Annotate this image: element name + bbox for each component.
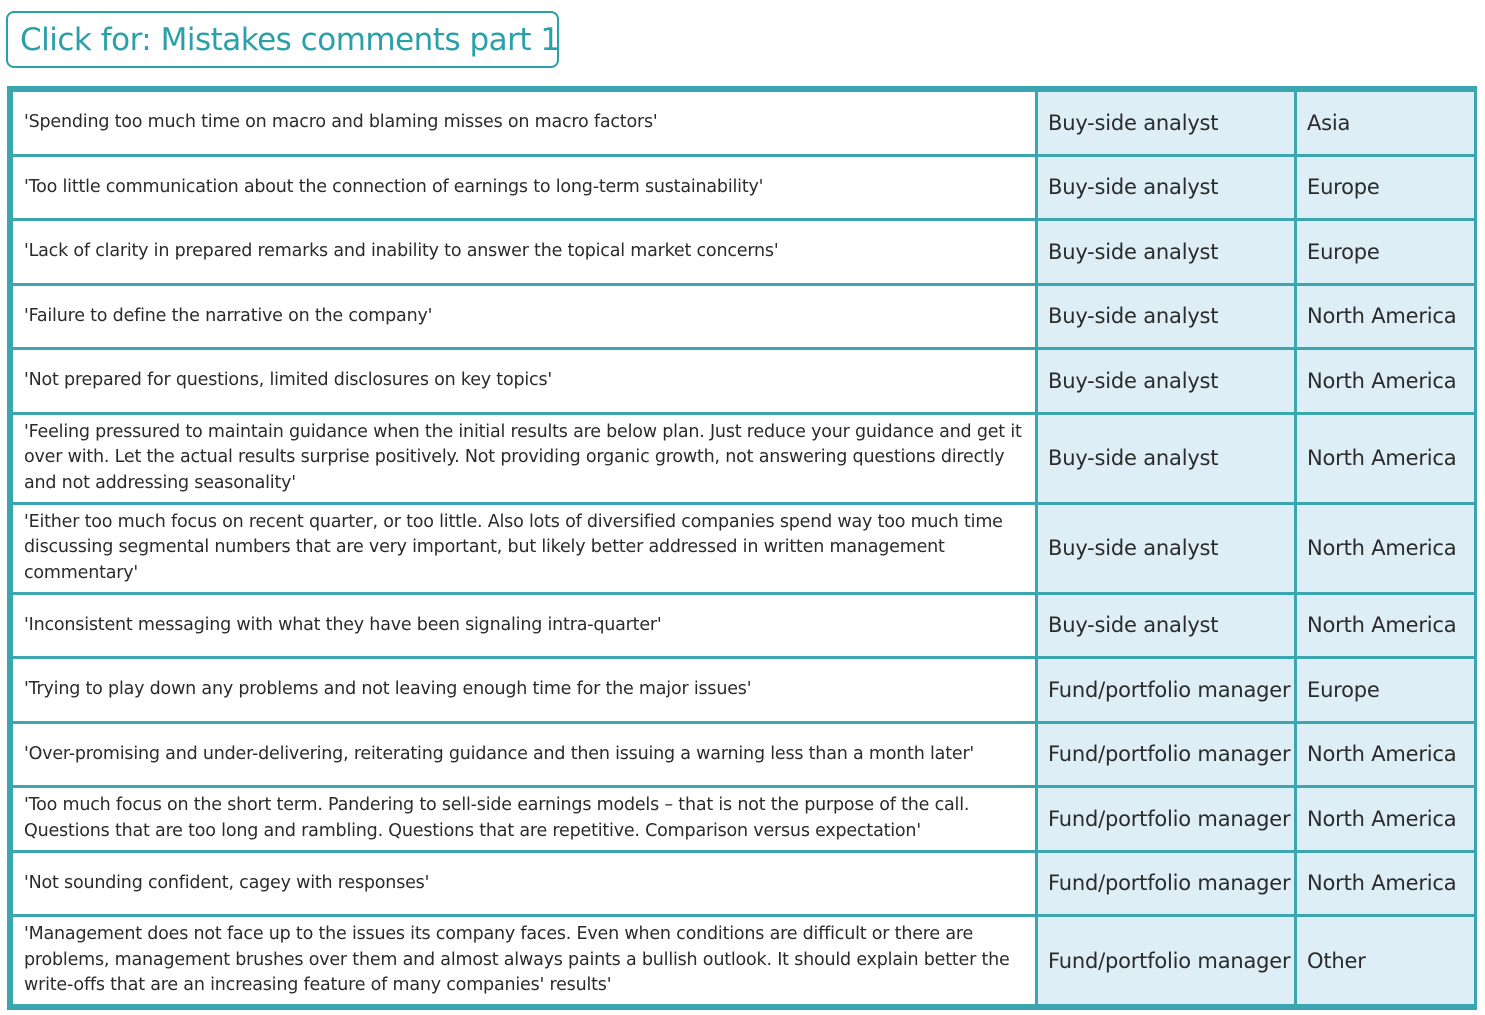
table-row [12,851,1476,916]
role-cell: Buy-side analyst [1037,91,1296,156]
role-cell: Buy-side analyst [1037,220,1296,285]
table-row [12,413,1476,503]
table-row [12,155,1476,220]
table-row [12,722,1476,787]
table-row [12,593,1476,658]
table-row [12,91,1476,156]
role-cell: Fund/portfolio manager [1037,787,1296,852]
table-row [12,503,1476,593]
comments-table-container [7,86,1477,1010]
title-button-label: Click for: Mistakes comments part 1 [20,22,560,58]
role-cell: Fund/portfolio manager [1037,722,1296,787]
role-cell: Fund/portfolio manager [1037,851,1296,916]
comment-cell: 'Either too much focus on recent quarter, or too little. Also lots of diversified companies spend way too much time discussing segmental numbers that are very important, but likely better addressed in written management commentary' [12,503,1037,593]
comment-cell: 'Not prepared for questions, limited disclosures on key topics' [12,349,1037,414]
mistakes-comments-part1-button[interactable] [6,11,559,68]
role-cell: Buy-side analyst [1037,349,1296,414]
comment-cell: 'Feeling pressured to maintain guidance when the initial results are below plan. Just reduce your guidance and get it over with. Let the actual results surprise positively. Not providing organic growth, not answering questions directly and not addressing seasonality' [12,413,1037,503]
region-cell: North America [1296,851,1476,916]
region-cell: North America [1296,503,1476,593]
comment-cell: 'Management does not face up to the issues its company faces. Even when conditions are difficult or there are problems, management brushes over them and almost always paints a bullish outlook. It should explain better the write-offs that are an increasing feature of many companies' results' [12,916,1037,1006]
region-cell: Asia [1296,91,1476,156]
table-row [12,220,1476,285]
role-cell: Buy-side analyst [1037,503,1296,593]
comment-cell: 'Not sounding confident, cagey with responses' [12,851,1037,916]
region-cell: North America [1296,349,1476,414]
table-row [12,787,1476,852]
role-cell: Fund/portfolio manager [1037,916,1296,1006]
region-cell: North America [1296,593,1476,658]
table-row [12,658,1476,723]
role-cell: Fund/portfolio manager [1037,658,1296,723]
region-cell: North America [1296,413,1476,503]
region-cell: North America [1296,787,1476,852]
region-cell: Other [1296,916,1476,1006]
comment-cell: 'Too little communication about the connection of earnings to long-term sustainability' [12,155,1037,220]
region-cell: Europe [1296,220,1476,285]
comment-cell: 'Trying to play down any problems and not leaving enough time for the major issues' [12,658,1037,723]
role-cell: Buy-side analyst [1037,593,1296,658]
table-row [12,916,1476,1006]
region-cell: North America [1296,722,1476,787]
role-cell: Buy-side analyst [1037,155,1296,220]
table-row [12,349,1476,414]
comment-cell: 'Failure to define the narrative on the company' [12,284,1037,349]
comment-cell: 'Over-promising and under-delivering, reiterating guidance and then issuing a warning less than a month later' [12,722,1037,787]
comments-table [10,89,1477,1007]
comment-cell: 'Too much focus on the short term. Pandering to sell-side earnings models – that is not the purpose of the call. Questions that are too long and rambling. Questions that are repetitive. Comparison versus expectation' [12,787,1037,852]
comment-cell: 'Spending too much time on macro and blaming misses on macro factors' [12,91,1037,156]
region-cell: Europe [1296,658,1476,723]
region-cell: Europe [1296,155,1476,220]
table-row [12,284,1476,349]
comment-cell: 'Inconsistent messaging with what they have been signaling intra-quarter' [12,593,1037,658]
role-cell: Buy-side analyst [1037,284,1296,349]
role-cell: Buy-side analyst [1037,413,1296,503]
region-cell: North America [1296,284,1476,349]
comment-cell: 'Lack of clarity in prepared remarks and inability to answer the topical market concerns' [12,220,1037,285]
